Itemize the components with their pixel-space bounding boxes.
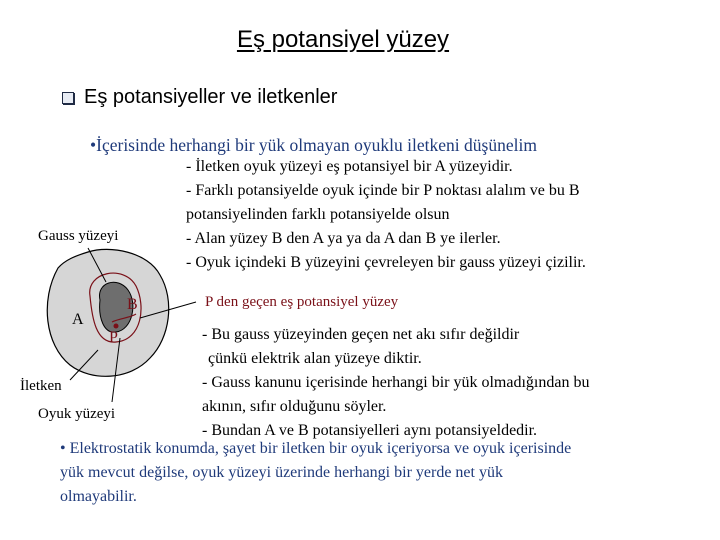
conclusion-line-1: • Elektrostatik konumda, şayet bir iletken bir oyuk içeriyorsa ve oyuk içerisinde xyxy=(60,440,572,457)
label-p: P xyxy=(109,329,118,346)
detail-line-5: - Bundan A ve B potansiyelleri aynı potansiyeldedir. xyxy=(202,422,538,439)
intro-line-5: - Oyuk içindeki B yüzeyini çevreleyen bir gauss yüzeyi çizilir. xyxy=(186,254,586,271)
intro-line-4: - Alan yüzey B den A ya ya da A dan B ye ilerler. xyxy=(186,230,501,247)
label-a: A xyxy=(72,311,84,328)
intro-bullet: •İçerisinde herhangi bir yük olmayan oyuklu iletkeni düşünelim xyxy=(90,135,537,155)
cavity-surface-label: Oyuk yüzeyi xyxy=(38,406,116,422)
detail-line-1: - Bu gauss yüzeyinden geçen net akı sıfır değildir xyxy=(202,326,520,343)
equipotential-caption: P den geçen eş potansiyel yüzey xyxy=(205,294,399,310)
page-title: Eş potansiyel yüzey xyxy=(236,26,450,53)
label-b: B xyxy=(127,296,138,313)
detail-line-3: - Gauss kanunu içerisinde herhangi bir yük olmadığından bu xyxy=(202,374,590,391)
intro-line-1: - İletken oyuk yüzeyi eş potansiyel bir A yüzeyidir. xyxy=(186,158,513,175)
detail-line-2: çünkü elektrik alan yüzeye diktir. xyxy=(208,350,422,367)
detail-line-4: akının, sıfır olduğunu söyler. xyxy=(202,398,387,415)
subheading: Eş potansiyeller ve iletkenler xyxy=(62,86,337,109)
intro-line-3: potansiyelinden farklı potansiyelde olsun xyxy=(186,206,450,223)
conclusion-line-3: olmayabilir. xyxy=(60,488,137,505)
gauss-surface-label: Gauss yüzeyi xyxy=(38,228,119,244)
conductor-label: İletken xyxy=(20,378,62,394)
conclusion-line-2: yük mevcut değilse, oyuk yüzeyi üzerinde herhangi bir yerde net yük xyxy=(60,464,503,481)
intro-line-2: - Farklı potansiyelde oyuk içinde bir P noktası alalım ve bu B xyxy=(186,182,580,199)
point-p-marker xyxy=(114,324,119,329)
